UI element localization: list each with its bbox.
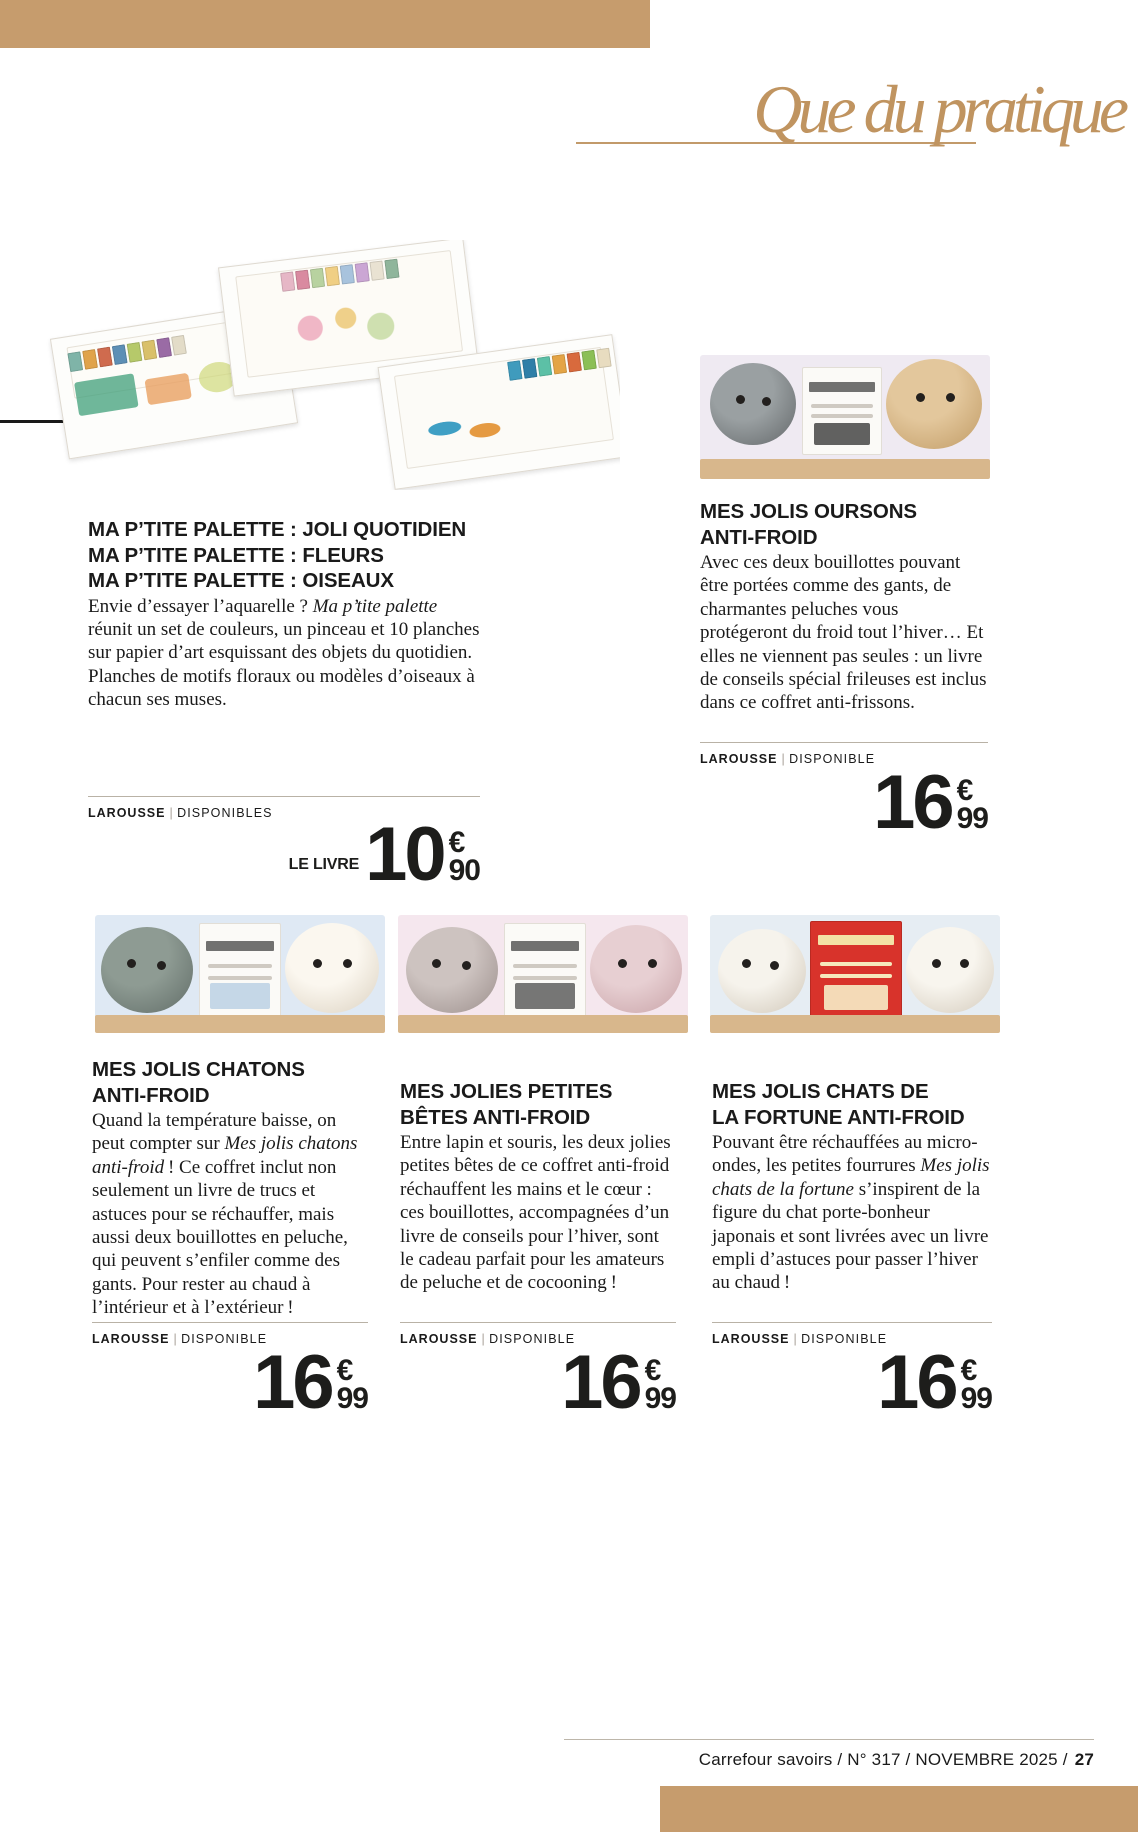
page-band-left-cutout	[0, 48, 40, 1788]
currency-symbol: €	[956, 774, 974, 807]
brand-name: LAROUSSE	[88, 806, 166, 820]
currency-symbol: €	[336, 1354, 354, 1387]
price-cents: 99	[336, 1382, 368, 1415]
product-image-ma-ptite-palette	[40, 240, 620, 490]
brand-name: LAROUSSE	[700, 752, 778, 766]
product-block-mes-jolis-chats-fortune	[712, 1080, 992, 1295]
price-cents: 99	[956, 802, 988, 835]
product-footer-mes-jolis-chats-fortune	[712, 1322, 992, 1425]
product-description-mes-jolis-oursons: Avec ces deux bouillottes pouvant être portées comme des gants, de charmantes peluches vous protégeront du froid tout l’hiver… Et elles ne viennent pas seules : un livre de conseils spécial frileuses est inclus dans ce coffret anti-frissons.	[700, 552, 987, 714]
product-block-mes-jolies-petites-betes	[400, 1080, 676, 1295]
brand-separator: |	[173, 1332, 178, 1346]
brand-name: LAROUSSE	[712, 1332, 790, 1346]
brand-separator: |	[169, 806, 174, 820]
price-mes-jolis-chatons	[92, 1340, 368, 1425]
availability-label: DISPONIBLE	[801, 1332, 888, 1346]
product-image-mes-jolis-oursons	[700, 355, 990, 485]
product-title-mes-jolis-chats-fortune: MES JOLIS CHATS DE LA FORTUNE ANTI-FROID	[712, 1080, 965, 1129]
brand-name: LAROUSSE	[92, 1332, 170, 1346]
product-description-ma-ptite-palette: Envie d’essayer l’aquarelle ? Ma p’tite palette réunit un set de couleurs, un pinceau et 10 planches sur papier d’art esquissant des objets du quotidien. Planches de motifs floraux ou modèles d’oiseaux à chacun ses muses.	[88, 595, 480, 711]
brand-rule	[700, 742, 988, 743]
page-footer	[699, 1750, 1094, 1770]
price-integer: 10	[365, 812, 444, 897]
product-image-mes-jolis-chatons	[95, 915, 385, 1040]
brand-separator: |	[781, 752, 786, 766]
price-cents: 99	[960, 1382, 992, 1415]
page-title: Que du pratique	[753, 71, 1124, 147]
product-title-mes-jolis-oursons: MES JOLIS OURSONS ANTI-FROID	[700, 500, 918, 549]
footer-text: Carrefour savoirs / N° 317 / NOVEMBRE 2025 /	[698, 1750, 1068, 1769]
brand-rule	[712, 1322, 992, 1323]
brand-name: LAROUSSE	[400, 1332, 478, 1346]
product-block-mes-jolis-chatons	[92, 1058, 368, 1320]
price-prefix: LE LIVRE	[288, 856, 360, 873]
page-header	[564, 71, 1124, 164]
brand-separator: |	[481, 1332, 486, 1346]
brand-rule	[92, 1322, 368, 1323]
price-integer: 16	[873, 760, 952, 845]
product-footer-mes-jolies-petites-betes	[400, 1322, 676, 1425]
product-title-ma-ptite-palette: MA P’TITE PALETTE : JOLI QUOTIDIEN MA P’TITE PALETTE : FLEURS MA P’TITE PALETTE : OISEAUX	[88, 518, 467, 592]
footer-rule	[564, 1739, 1094, 1740]
product-description-mes-jolies-petites-betes: Entre lapin et souris, les deux jolies petites bêtes de ce coffret anti-froid réchauffent les mains et le cœur : ces bouillottes, accompagnées d’un livre de conseils pour l’hiver, sont le cadeau parfait pour les amateurs de peluche et de cocooning !	[400, 1132, 671, 1294]
currency-symbol: €	[960, 1354, 978, 1387]
brand-rule	[88, 796, 480, 797]
product-footer-ma-ptite-palette	[88, 796, 480, 897]
price-integer: 16	[253, 1340, 332, 1425]
availability-label: DISPONIBLE	[789, 752, 876, 766]
price-integer: 16	[877, 1340, 956, 1425]
price-cents: 99	[644, 1382, 676, 1415]
product-block-ma-ptite-palette	[88, 518, 480, 712]
price-integer: 16	[561, 1340, 640, 1425]
brand-rule	[400, 1322, 676, 1323]
page-band-bottom-cutout	[0, 1786, 660, 1832]
currency-symbol: €	[644, 1354, 662, 1387]
product-footer-mes-jolis-chatons	[92, 1322, 368, 1425]
currency-symbol: €	[448, 826, 466, 859]
price-mes-jolies-petites-betes	[400, 1340, 676, 1425]
price-cents: 90	[448, 854, 480, 887]
product-description-mes-jolis-chats-fortune: Pouvant être réchauffées au micro-ondes, les petites fourrures Mes jolis chats de la fortune s’inspirent de la figure du chat porte-bonheur japonais et sont livrées avec un livre empli d’astuces pour passer l’hiver au chaud !	[712, 1132, 990, 1294]
product-description-mes-jolis-chatons: Quand la température baisse, on peut compter sur Mes jolis chatons anti-froid ! Ce coffret inclut non seulement un livre de trucs et astuces pour se réchauffer, mais aussi deux bouillottes en peluche, qui peuvent s’enfiler comme des gants. Pour rester au chaud à l’intérieur et à l’extérieur !	[92, 1110, 358, 1319]
product-image-mes-jolis-chats-fortune	[710, 915, 1000, 1040]
availability-label: DISPONIBLES	[177, 806, 273, 820]
product-title-mes-jolis-chatons: MES JOLIS CHATONS ANTI-FROID	[92, 1058, 305, 1107]
product-block-mes-jolis-oursons	[700, 500, 988, 715]
product-footer-mes-jolis-oursons	[700, 742, 988, 845]
availability-label: DISPONIBLE	[181, 1332, 268, 1346]
price-mes-jolis-chats-fortune	[712, 1340, 992, 1425]
page-number: 27	[1074, 1750, 1094, 1769]
brand-separator: |	[793, 1332, 798, 1346]
product-title-mes-jolies-petites-betes: MES JOLIES PETITES BÊTES ANTI-FROID	[400, 1080, 613, 1129]
price-mes-jolis-oursons	[700, 760, 988, 845]
page-band-top-cutout	[650, 0, 1138, 48]
availability-label: DISPONIBLE	[489, 1332, 576, 1346]
product-image-mes-jolies-petites-betes	[398, 915, 688, 1040]
